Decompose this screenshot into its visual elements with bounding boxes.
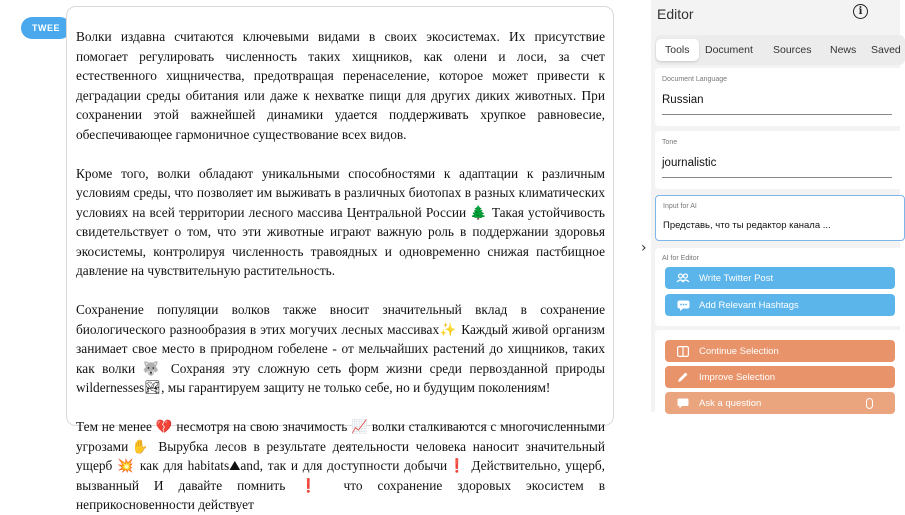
sidebar-tabs: [655, 35, 905, 65]
info-icon[interactable]: i: [853, 4, 868, 19]
add-hashtags-button[interactable]: [665, 294, 895, 316]
tweet-badge[interactable]: TWEE: [21, 17, 71, 39]
document-paragraph[interactable]: Кроме того, волки обладают уникальными способностями к адаптации к различным условиям среды, что позволяет им выживать в различных биотопах в разных климатических условиях на всей территории лесного массива Центральной России 🌲 Такая устойчивость свидетельствует о том, что эти животные играют важную роль в поддержании здоровья экосистемы, контролируя численность травоядных и одновременно снижая пастбищное давление на чувствительную растительность.: [76, 165, 605, 278]
chevron-right-icon[interactable]: ›: [641, 240, 647, 256]
tone-value[interactable]: journalistic: [662, 157, 717, 169]
ask-question-button[interactable]: [665, 392, 895, 414]
continue-selection-label: Continue Selection: [699, 345, 779, 357]
improve-selection-label: Improve Selection: [699, 371, 776, 383]
sidebar-title: Editor: [657, 6, 694, 22]
document-language-field[interactable]: [655, 68, 905, 126]
ai-for-editor-label: AI for Editor: [662, 255, 699, 262]
ask-question-label: Ask a question: [699, 397, 762, 409]
users-icon: [676, 272, 690, 284]
ai-input-field[interactable]: [655, 195, 905, 241]
tab-document[interactable]: Document: [705, 44, 753, 56]
field-underline: [662, 114, 892, 115]
editor-sidebar: [651, 0, 900, 412]
tone-label: Tone: [662, 139, 678, 146]
field-underline: [662, 177, 892, 178]
tone-field[interactable]: [655, 131, 905, 189]
tab-tools[interactable]: Tools: [656, 39, 699, 61]
pencil-icon: [676, 371, 690, 383]
tab-sources[interactable]: Sources: [773, 44, 812, 56]
write-twitter-post-label: Write Twitter Post: [699, 272, 774, 284]
document-paragraph[interactable]: Тем не менее 💔 несмотря на свою значимость 📈 волки сталкиваются с многочисленными угрозами✋ Вырубка лесов в результате деятельности человека наносит значительный ущерб 💥 как для habitats⛰and, так и для доступности добычи❗ Действительно, ущерб, вызванный И давайте помнить ❗ что сохранение здоровых экосистем в неприкосновенности действует: [76, 419, 605, 512]
document-editor[interactable]: [66, 6, 614, 512]
ai-for-editor-section: [655, 248, 905, 326]
improve-selection-button[interactable]: [665, 366, 895, 388]
document-paragraph[interactable]: Сохранение популяции волков также вносит значительный вклад в сохранение биологического разнообразия в этих могучих лесных массивах✨ Каждый живой организм занимает свое место в природном гобелене - от мельчайших растений до хищников, таких как волки 🐺 Сохраняя эту сложную сеть форм жизни среди первозданной природы wildernesses🏞, мы гарантируем защиту не только себе, но и будущим поколениям!: [76, 302, 605, 395]
continue-selection-button[interactable]: [665, 340, 895, 362]
tab-news[interactable]: News: [830, 44, 857, 56]
tab-saved[interactable]: Saved: [871, 44, 901, 56]
chat-bubble-icon: [676, 299, 690, 311]
document-language-value[interactable]: Russian: [662, 94, 704, 106]
ai-input-label: Input for AI: [663, 203, 697, 210]
selection-actions: [655, 330, 905, 420]
add-hashtags-label: Add Relevant Hashtags: [699, 299, 799, 311]
write-twitter-post-button[interactable]: [665, 267, 895, 289]
ai-input[interactable]: [663, 217, 893, 233]
document-language-label: Document Language: [662, 76, 727, 83]
chat-icon: [676, 397, 690, 409]
columns-icon: [676, 345, 690, 357]
document-paragraph[interactable]: Волки издавна считаются ключевыми видами в своих экосистемах. Их присутствие помогает регулировать численность таких хищников, как олени и лоси, за счет естественного хищничества, предотвращая перенаселение, которое может привести к деградации среды обитания или даже к нехватке пищи для других диких животных. При сохранении этой важнейшей динамики удается поддерживать хрупкое равновесие, обеспечивающее гармоничное существование всех видов.: [76, 29, 605, 142]
microphone-icon[interactable]: [866, 398, 873, 409]
